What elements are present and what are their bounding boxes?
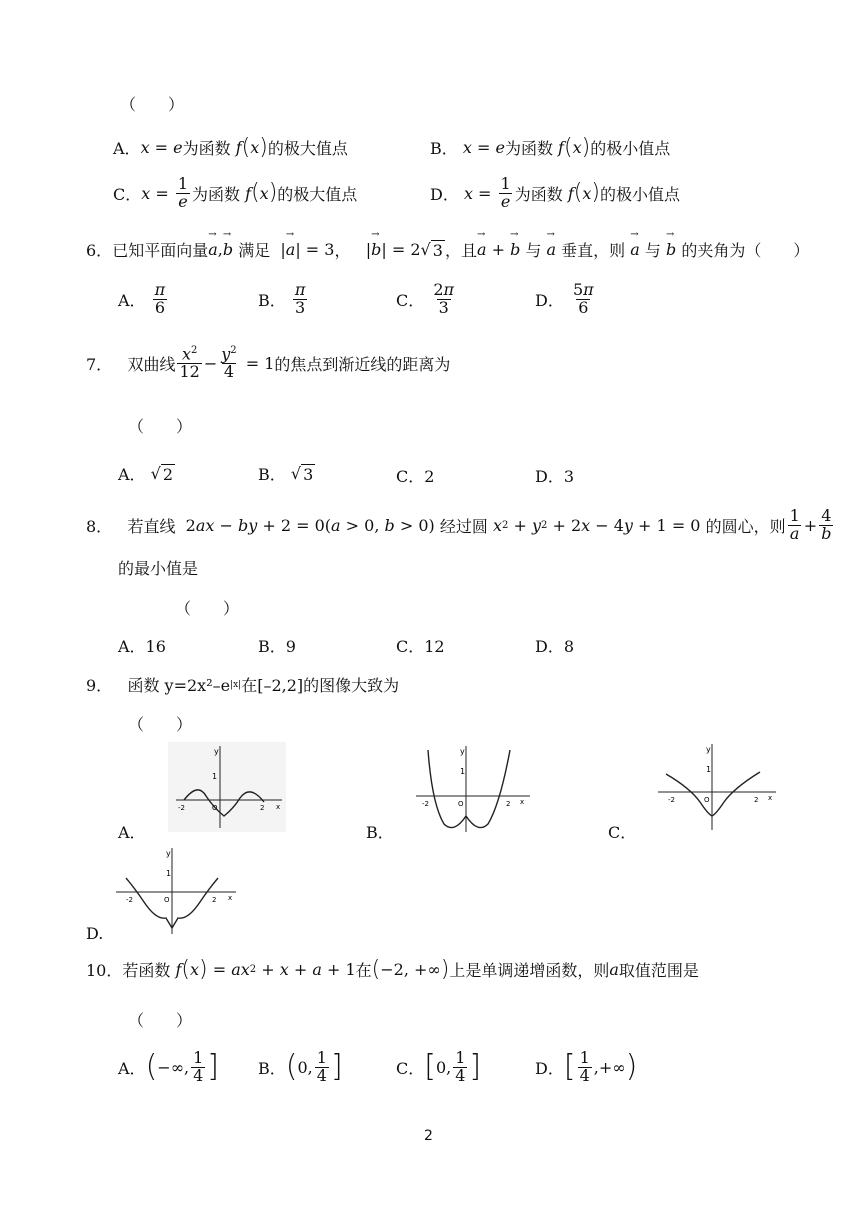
q10-stem: 10． 若函数 f ( x ) = ax 2 + x + a + 1 在 ( −2, +∞ ) 上是单调递增函数，则 a 取值范围是 [86, 956, 699, 982]
graph-c [656, 742, 778, 832]
svg-text:y: y [706, 745, 711, 754]
svg-text:y: y [166, 849, 171, 858]
option-text: 为函数 [514, 184, 563, 204]
svg-text:x: x [520, 798, 525, 806]
svg-text:O: O [704, 796, 710, 804]
option-text: 的极小值点 [590, 139, 671, 158]
q7-option-d: D．3 [535, 467, 575, 486]
graph-d [114, 846, 238, 936]
svg-text:1: 1 [460, 767, 466, 776]
svg-text:y: y [460, 747, 465, 756]
svg-text:-2: -2 [422, 800, 429, 808]
option-label: C． [113, 184, 142, 204]
q7-option-c: C．2 [396, 467, 435, 486]
q8-option-a: A．16 [118, 637, 166, 656]
option-label: D． [430, 184, 459, 204]
answer-paren: （ ） [120, 95, 185, 114]
svg-text:2: 2 [260, 804, 265, 812]
graph-d-label: D. [86, 924, 104, 943]
q7-option-b: B． √ 3 [258, 463, 314, 484]
answer-paren: （ ） [128, 715, 193, 734]
svg-text:1: 1 [212, 772, 218, 781]
graph-b-label: B． [366, 823, 394, 842]
q5-option-c: C． x = $\frac{1}{e}$ 为函数 f ( x ) 的极大值点 [113, 174, 358, 211]
q6-stem: 6． 已知平面向量 → a , → b 满足 | → a | = 3 ， | → b | = 2 √ 3 ，且 → a + → b 与 → a 垂直，则 → a 与 → b 的夹角为（ ） [86, 238, 809, 261]
q8-stem: 8． 若直线 2 ax − by + 2 = 0( a > 0, b > 0) 经过圆 x 2 + y 2 + 2 x − 4 y + 1 = 0 的圆心，则 $\frac{1}{a}$ + $\frac{4}{b}$ [86, 506, 832, 543]
svg-text:-2: -2 [126, 896, 133, 904]
graph-a-label: A． [118, 823, 146, 842]
q6-option-c: C． $\frac{2\pi}{3}$ [396, 280, 455, 317]
q8-option-c: C．12 [396, 637, 445, 656]
option-text: 的极小值点 [599, 184, 680, 204]
answer-paren: （ ） [128, 417, 193, 436]
svg-text:x: x [228, 894, 233, 902]
q6-option-d: D． $\frac{5\pi}{6}$ [535, 280, 594, 317]
svg-text:O: O [458, 800, 464, 808]
option-text: 的极大值点 [277, 184, 358, 204]
q8-option-b: B．9 [258, 637, 296, 656]
svg-text:x: x [276, 803, 281, 811]
svg-text:O: O [164, 896, 170, 904]
q10-option-b: B． ( 0, $\frac{1}{4}$ ] [258, 1048, 343, 1085]
graph-b [414, 744, 532, 834]
svg-text:2: 2 [754, 796, 759, 804]
q8-stem-line2: 的最小值是 [118, 559, 199, 578]
q5-option-b: B． x = e 为函数 f ( x ) 的极小值点 [430, 134, 671, 160]
svg-text:-2: -2 [668, 796, 675, 804]
q6-option-a: A． $\frac{\pi}{6}$ [118, 280, 166, 317]
q9-stem: 9． 函数 y=2x²–e |x| 在[–2,2]的图像大致为 [86, 676, 400, 695]
svg-text:1: 1 [166, 869, 172, 878]
q10-option-c: C． [ 0, $\frac{1}{4}$ ] [396, 1048, 482, 1085]
option-text: 为函数 [192, 184, 241, 204]
q10-option-d: D． [ $\frac{1}{4}$ ,+∞ ) [535, 1048, 638, 1085]
graph-a [168, 742, 286, 832]
option-label: B． [430, 139, 458, 158]
svg-text:2: 2 [506, 800, 511, 808]
svg-text:O: O [212, 804, 218, 812]
svg-text:1: 1 [706, 765, 712, 774]
q10-option-a: A． ( −∞, $\frac{1}{4}$ ] [118, 1048, 220, 1085]
graph-c-label: C． [608, 823, 637, 842]
svg-text:2: 2 [212, 896, 217, 904]
option-label: A． [113, 139, 141, 158]
option-text: 为函数 [504, 139, 553, 158]
page-number: 2 [424, 1128, 433, 1144]
q7-stem: 7． 双曲线 $\frac{x^2}{12}$ − $\frac{y^2}{4}$ = 1 的焦点到渐近线的距离为 [86, 344, 451, 382]
q6-option-b: B． $\frac{\pi}{3}$ [258, 280, 306, 317]
answer-paren: （ ） [175, 599, 240, 618]
option-text: 为函数 [182, 139, 231, 158]
answer-paren: （ ） [128, 1011, 193, 1030]
svg-text:-2: -2 [178, 804, 185, 812]
q8-option-d: D．8 [535, 637, 575, 656]
q5-option-d: D． x = $\frac{1}{e}$ 为函数 f ( x ) 的极小值点 [430, 174, 680, 211]
svg-text:y: y [214, 747, 219, 756]
svg-text:x: x [768, 794, 773, 802]
option-text: 的极大值点 [267, 139, 348, 158]
q5-option-a: A． x = e 为函数 f ( x ) 的极大值点 [113, 134, 348, 160]
q7-option-a: A． √ 2 [118, 463, 174, 484]
